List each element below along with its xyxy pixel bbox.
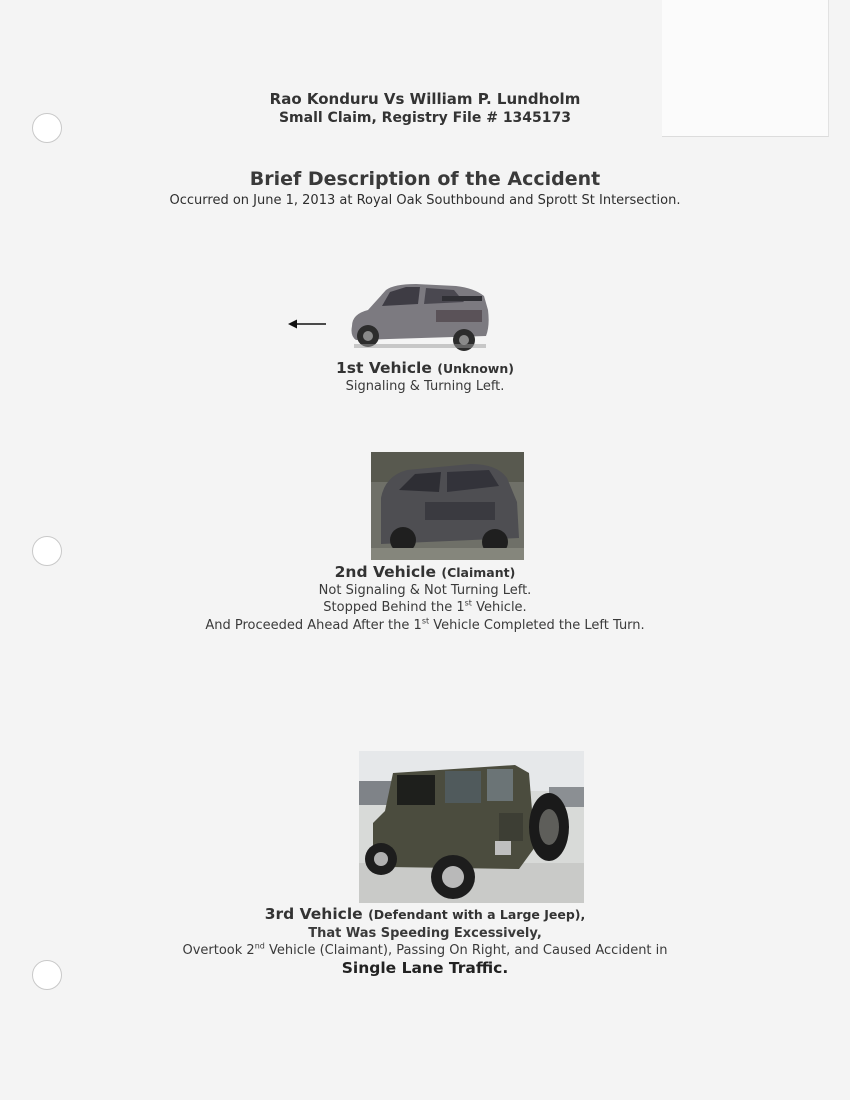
vehicle2-line3-text-end: Vehicle Completed the Left Turn. — [429, 618, 645, 633]
vehicle2-desc-line2 — [0, 600, 850, 615]
ordinal-suffix: nd — [254, 941, 265, 951]
vehicle1-desc: Signaling & Turning Left. — [345, 379, 505, 394]
vehicle3-note: (Defendant with a Large Jeep), — [368, 907, 586, 922]
vehicle2-label — [0, 563, 850, 581]
case-parties: Rao Konduru Vs William P. Lundholm — [269, 90, 581, 108]
vehicle2-line3-text: And Proceeded Ahead After the 1 — [205, 618, 422, 633]
occurrence-line: Occurred on June 1, 2013 at Royal Oak Southbound and Sprott St Intersection. — [169, 193, 681, 208]
vehicle3-desc-line1: That Was Speeding Excessively, — [308, 926, 542, 941]
vehicle2-photo — [371, 452, 524, 560]
vehicle2-desc-line1: Not Signaling & Not Turning Left. — [318, 583, 532, 598]
vehicle2-line2-text-end: Vehicle. — [471, 600, 527, 615]
vehicle3-title: 3rd Vehicle — [264, 905, 363, 923]
ordinal-suffix: st — [421, 616, 430, 626]
vehicle3-photo — [359, 751, 584, 903]
vehicle3-line2-text: Overtook 2 — [182, 943, 255, 958]
vehicle1-title: 1st Vehicle — [336, 359, 432, 377]
vehicle2-desc-line3 — [0, 618, 850, 633]
vehicle3-line2-text-end: Vehicle (Claimant), Passing On Right, and Caused Accident in — [264, 943, 668, 958]
vehicle1-photo — [346, 276, 492, 354]
binder-hole — [32, 536, 62, 566]
vehicle2-note: (Claimant) — [441, 565, 516, 580]
vehicle3-desc-line2 — [0, 943, 850, 958]
document-title: Brief Description of the Accident — [249, 168, 601, 190]
ordinal-suffix: st — [464, 598, 472, 608]
vehicle2-line2-text: Stopped Behind the 1 — [323, 600, 465, 615]
vehicle3-desc-line3: Single Lane Traffic. — [341, 959, 509, 977]
left-arrow-icon — [288, 317, 328, 331]
vehicle2-title: 2nd Vehicle — [334, 563, 436, 581]
claim-registry: Small Claim, Registry File # 1345173 — [278, 110, 572, 126]
vehicle1-label — [0, 359, 850, 377]
vehicle1-note: (Unknown) — [437, 361, 514, 376]
vehicle3-label — [0, 905, 850, 923]
